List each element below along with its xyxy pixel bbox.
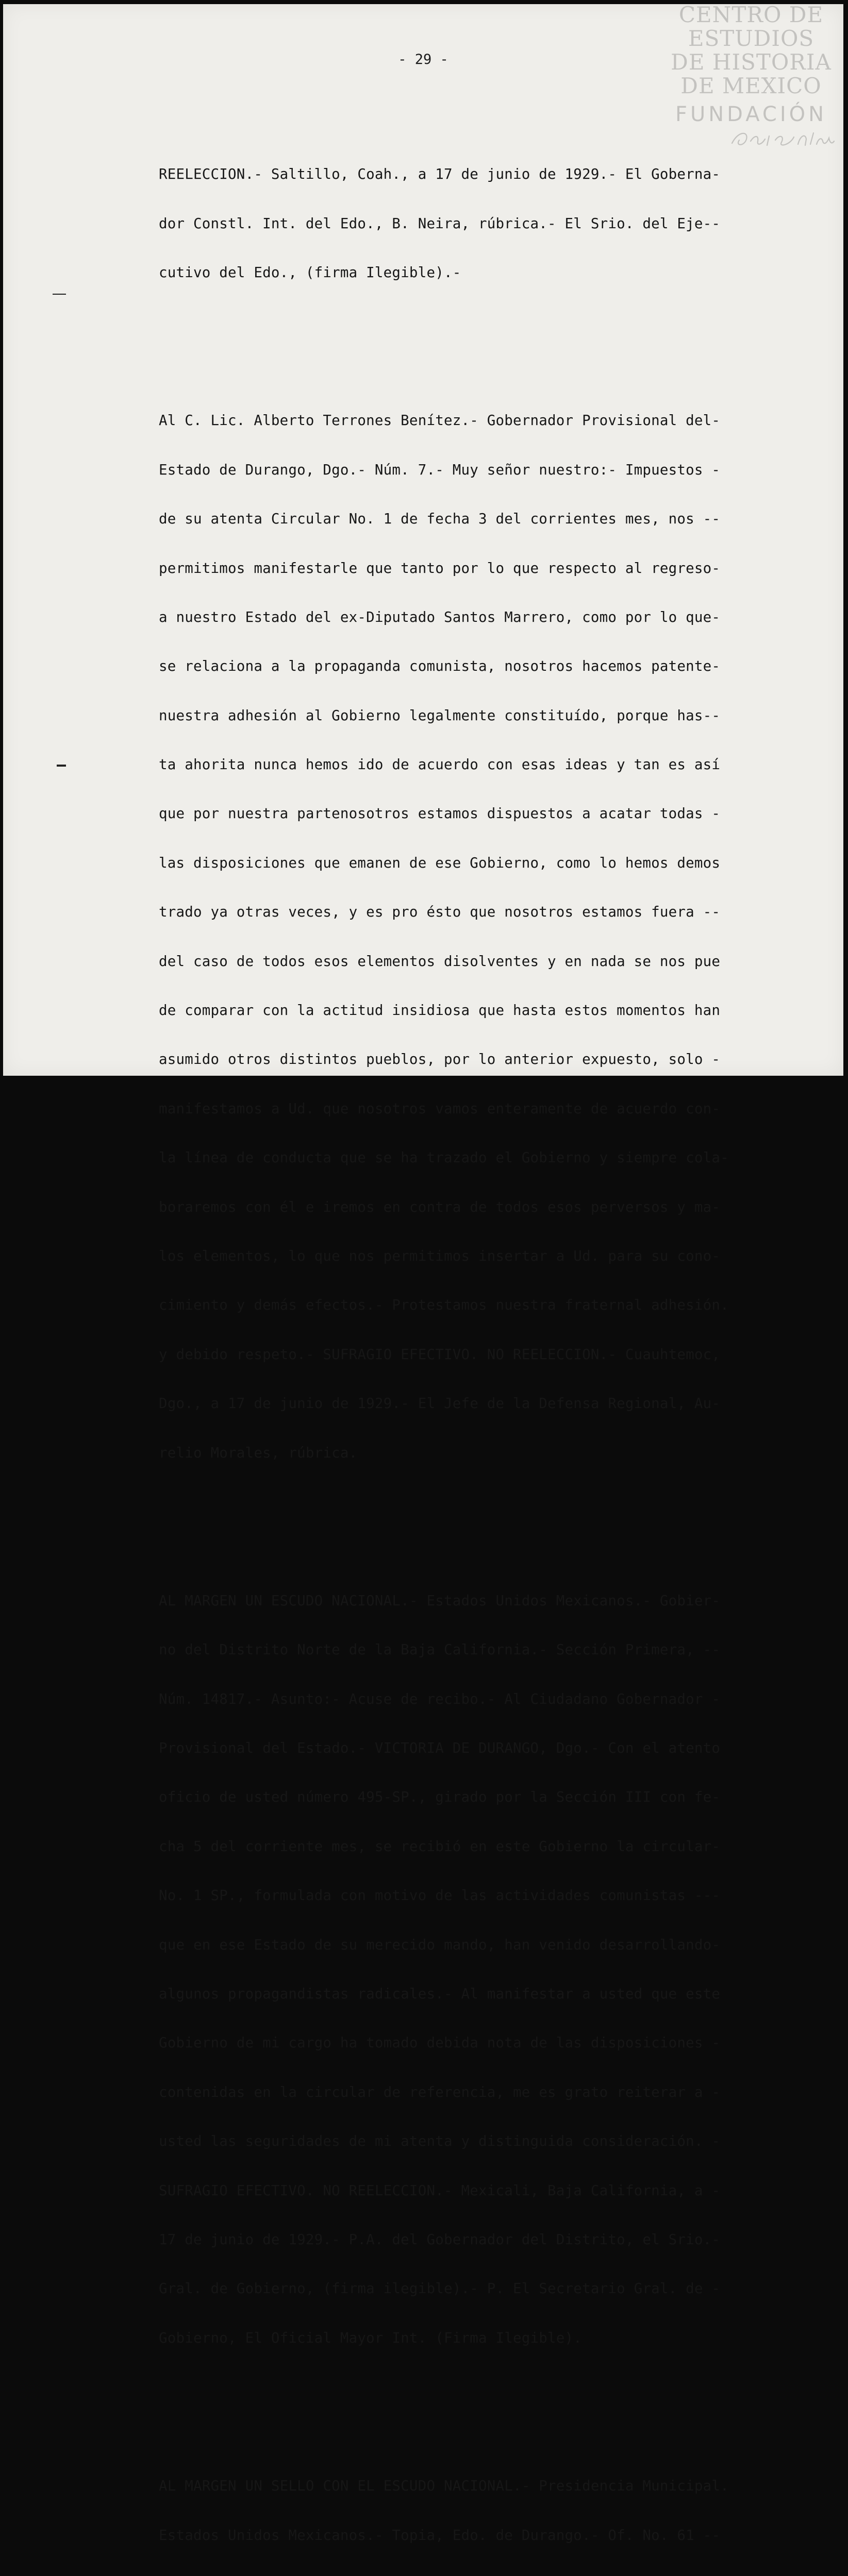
- paragraph-baja-california: [159, 1560, 803, 2379]
- text-line: se relaciona a la propaganda comunista, nosotros hacemos patente-: [159, 658, 721, 675]
- text-line: oficio de usted número 495-SP., girado por la Sección III con fe-: [159, 1789, 721, 1806]
- text-line: nuestra adhesión al Gobierno legalmente constituído, porque has--: [159, 707, 721, 724]
- text-line: y debido respeto.- SUFRAGIO EFECTIVO. NO REELECCION.- Cuauhtemoc,: [159, 1346, 721, 1363]
- text-line: AL MARGEN UN ESCUDO NACIONAL.- Estados Unidos Mexicanos.- Gobier-: [159, 1592, 721, 1609]
- text-line: cha 5 del corriente mes, se recibió en este Gobierno la circular-: [159, 1838, 721, 1855]
- text-line: que en ese Estado de su merecido mando, han venido desarrollando-: [159, 1936, 721, 1953]
- paragraph-cuauhtemoc: [159, 380, 803, 1494]
- text-line: de comparar con la actitud insidiosa que hasta estos momentos han: [159, 1002, 721, 1019]
- page-number: - 29 -: [398, 52, 448, 67]
- text-line: del caso de todos esos elementos disolventes y en nada se nos pue: [159, 953, 721, 970]
- document-body: [159, 101, 803, 2576]
- paragraph-reeleccion-saltillo: [159, 134, 803, 314]
- text-line: manifestamos a Ud. que nosotros vamos enteramente de acuerdo con-: [159, 1100, 721, 1117]
- text-line: no del Distrito Norte de la Baja California.- Sección Primera, --: [159, 1641, 721, 1658]
- text-line: REELECCION.- Saltillo, Coah., a 17 de junio de 1929.- El Goberna-: [159, 166, 721, 183]
- text-line: boraremos con él e iremos en contra de todos esos perversos y ma-: [159, 1198, 721, 1215]
- text-line: Gobierno de mi cargo ha tomado debida nota de las disposiciones -: [159, 2035, 721, 2052]
- watermark-line: DE MEXICO: [680, 73, 822, 98]
- margin-mark: [57, 765, 66, 767]
- text-line: asumido otros distintos pueblos, por lo anterior expuesto, solo -: [159, 1051, 721, 1068]
- text-line: Estados Unidos Mexicanos.- Topia, Edo. de Durango.- Of. No. 61 --: [159, 2527, 721, 2544]
- watermark-line: CENTRO DE: [678, 2, 824, 27]
- text-line: Gobierno, El Oficial Mayor Int. (Firma Ilegible).: [159, 2329, 583, 2346]
- text-line: No. 1 SP., formulada con motivo de las actividades comunistas ---: [159, 1887, 721, 1904]
- text-line: a nuestro Estado del ex-Diputado Santos Marrero, como por lo que-: [159, 608, 721, 625]
- text-line: contenidas en la circular de referencia, me es grato reiterar a -: [159, 2083, 721, 2100]
- text-line: relio Morales, rúbrica.: [159, 1444, 358, 1461]
- text-line: Gral. de Gobierno, (firma ilegible).- P. El Secretario Gral. de -: [159, 2280, 721, 2297]
- text-line: usted las seguridades de mi atenta y distinguida consideración. -: [159, 2133, 721, 2150]
- text-line: la línea de conducta que se ha trazado el Gobierno y siempre cola-: [159, 1149, 729, 1166]
- text-line: dor Constl. Int. del Edo., B. Neira, rúbrica.- El Srio. del Eje--: [159, 215, 721, 232]
- text-line: AL MARGEN UN SELLO CON EL ESCUDO NACIONAL.- Presidencia Municipal.: [159, 2478, 729, 2495]
- text-line: ta ahorita nunca hemos ido de acuerdo con esas ideas y tan es así: [159, 756, 721, 773]
- text-line: permitimos manifestarle que tanto por lo que respecto al regreso-: [159, 560, 721, 577]
- watermark-fundacion: FUNDACIÓN: [675, 103, 827, 126]
- text-line: las disposiciones que emanen de ese Gobierno, como lo hemos demos: [159, 854, 721, 871]
- text-line: cimiento y demás efectos.- Protestamos nuestra fraternal adhesión.: [159, 1297, 729, 1314]
- margin-mark: [53, 294, 66, 295]
- watermark-line: ESTUDIOS: [688, 26, 814, 51]
- paragraph-topia: [159, 2446, 803, 2576]
- text-line: SUFRAGIO EFECTIVO. NO REELECCION.- Mexicali, Baja California, a -: [159, 2182, 721, 2199]
- text-line: Núm. 14817.- Asunto:- Acuse de recibo.- Al Ciudadano Gobernador -: [159, 1690, 721, 1707]
- watermark-line: DE HISTORIA: [671, 49, 832, 75]
- text-line: los elementos, lo que nos permitimos insertar a Ud. para su cono-: [159, 1247, 721, 1264]
- text-line: de su atenta Circular No. 1 de fecha 3 del corrientes mes, nos --: [159, 511, 721, 528]
- text-line: que por nuestra partenosotros estamos dispuestos a acatar todas -: [159, 805, 721, 822]
- text-line: algunos propagandistas radicales.- Al manifestar a usted que este: [159, 1986, 721, 2003]
- text-line: Dgo., a 17 de junio de 1929.- El Jefe de la Defensa Regional, Au-: [159, 1395, 721, 1412]
- text-line: Estado de Durango, Dgo.- Núm. 7.- Muy señor nuestro:- Impuestos -: [159, 461, 721, 478]
- text-line: Provisional del Estado.- VICTORIA DE DURANGO, Dgo.- Con el atento: [159, 1740, 721, 1757]
- text-line: cutivo del Edo., (firma Ilegible).-: [159, 264, 461, 281]
- text-line: trado ya otras veces, y es pro ésto que nosotros estamos fuera --: [159, 904, 721, 921]
- document-page: [3, 2, 843, 2544]
- text-line: 17 de junio de 1929.- P.A. del Gobernador del Distrito, el Srio.-: [159, 2231, 721, 2248]
- text-line: Al C. Lic. Alberto Terrones Benítez.- Gobernador Provisional del-: [159, 412, 721, 429]
